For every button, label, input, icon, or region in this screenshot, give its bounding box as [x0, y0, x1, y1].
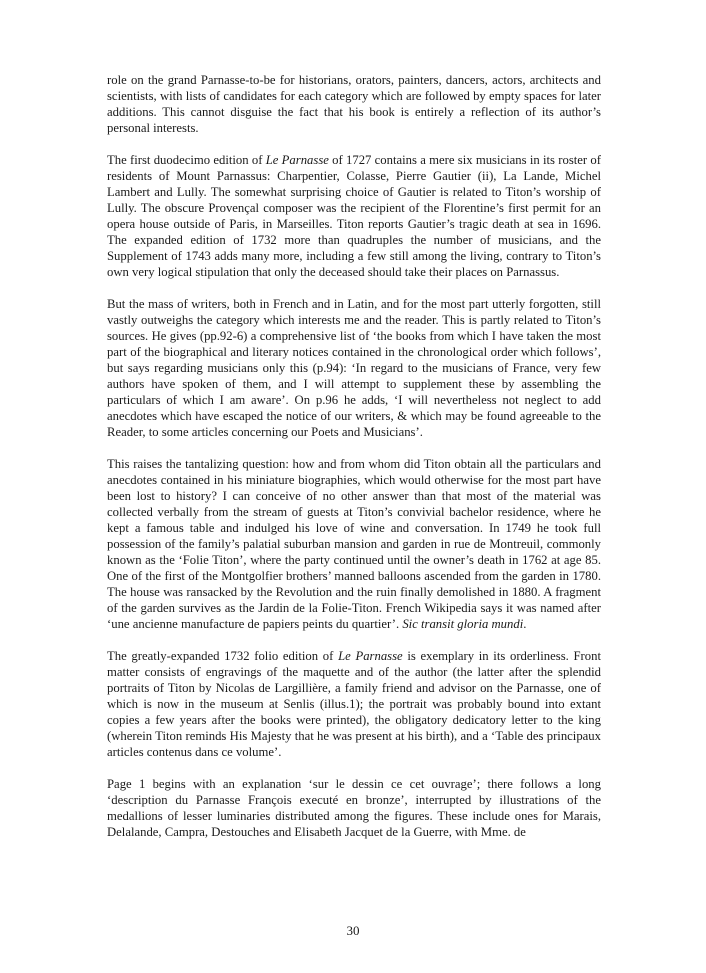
paragraph-2 — [107, 152, 601, 280]
paragraph-text: The first duodecimo edition of — [107, 153, 266, 167]
paragraph-6 — [107, 776, 601, 840]
paragraph-text: Page 1 begins with an explanation ‘sur le dessin ce cet ouvrage’; there follows a long ‘description du Parnasse François executé en bronze’, interrupted by illustrations of the medallions of lesser luminaries distributed among the figures. These include ones for Marais, Delalande, Campra, Destouches and Elisabeth Jacquet de la Guerre, with Mme. de — [107, 777, 601, 839]
book-title-italic: Le Parnasse — [338, 649, 403, 663]
latin-phrase-italic: Sic transit gloria mundi — [402, 617, 524, 631]
paragraph-5 — [107, 648, 601, 760]
paragraph-text: . — [523, 617, 527, 631]
paragraph-text: role on the grand Parnasse-to-be for historians, orators, painters, dancers, actors, architects and scientists, with lists of candidates for each category which are followed by empty spaces for later additions. This cannot disguise the fact that his book is entirely a reflection of its author’s personal interests. — [107, 73, 601, 135]
paragraph-3 — [107, 296, 601, 440]
paragraph-text: of 1727 contains a mere six musicians in its roster of residents of Mount Parnassus: Charpentier, Colasse, Pierre Gautier (ii), La Lande, Michel Lambert and Lully. The somewhat surprising choice of Gautier is related to Titon’s worship of Lully. The obscure Provençal composer was the recipient of the Florentine’s first permit for an opera house outside of Paris, in Marseilles. Titon reports Gautier’s tragic death at sea in 1696. The expanded edition of 1732 more than quadruples the number of musicians, and the Supplement of 1743 adds many more, including a few still among the living, contrary to Titon’s own very logical stipulation that only the deceased should take their places on Parnassus. — [107, 153, 601, 279]
book-title-italic: Le Parnasse — [265, 153, 329, 167]
paragraph-1 — [107, 72, 601, 136]
paragraph-text: This raises the tantalizing question: how and from whom did Titon obtain all the particulars and anecdotes contained in his miniature biographies, which would otherwise for the most part have been lost to history? I can conceive of no other answer than that most of the material was collected verbally from the stream of guests at Titon’s convivial bachelor residence, where he kept a famous table and indulged his love of wine and conversation. In 1749 he took full possession of the family’s palatial suburban mansion and garden in rue de Montreuil, commonly known as the ‘Folie Titon’, where the party continued until the owner’s death in 1762 at age 85. One of the first of the Montgolfier brothers’ manned balloons ascended from the garden in 1780. The house was ransacked by the Revolution and the ruin finally demolished in 1880. A fragment of the garden survives as the Jardin de la Folie-Titon. French Wikipedia says it was named after ‘une ancienne manufacture de papiers peints du quartier’. — [107, 457, 601, 631]
paragraph-text: is exemplary in its orderliness. Front matter consists of engravings of the maquette and of the author (the latter after the splendid portraits of Titon by Nicolas de Largillière, a family friend and advisor on the Parnasse, one of which is now in the museum at Senlis (illus.1); the portrait was probably bound into extant copies a few years after the books were printed), the obligatory dedicatory letter to the king (wherein Titon reminds His Majesty that he was present at his birth), and a ‘Table des principaux articles contenus dans ce volume’. — [107, 649, 601, 759]
paragraph-text: But the mass of writers, both in French and in Latin, and for the most part utterly forgotten, still vastly outweighs the category which interests me and the reader. This is partly related to Titon’s sources. He gives (pp.92-6) a comprehensive list of ‘the books from which I have taken the most part of the biographical and literary notices contained in the chronological order which follows’, but says regarding musicians only this (p.94): ‘In regard to the musicians of France, very few authors have spoken of them, and I will attempt to supplement these by assembling the particulars of which I am aware’. On p.96 he adds, ‘I will nevertheless not neglect to add anecdotes which have escaped the notice of our writers, & which may be found agreeable to the Reader, to some articles concerning our Poets and Musicians’. — [107, 297, 601, 439]
document-body — [107, 72, 601, 840]
page-number: 30 — [346, 923, 360, 938]
paragraph-4 — [107, 456, 601, 632]
paragraph-text: The greatly-expanded 1732 folio edition of — [107, 649, 339, 663]
